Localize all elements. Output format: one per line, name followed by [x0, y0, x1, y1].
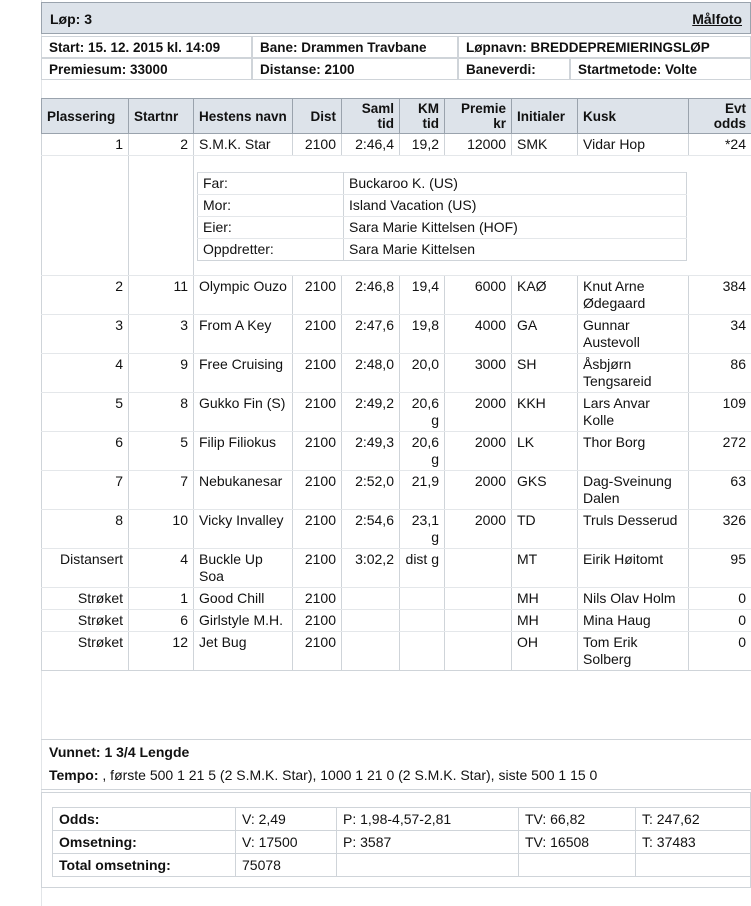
cell-placement: 3	[42, 315, 129, 354]
odds-cell-win: 75078	[236, 854, 337, 877]
cell-start-number: 1	[129, 588, 194, 610]
odds-cell-win: V: 17500	[236, 831, 337, 854]
cell-km-time	[400, 610, 445, 632]
cell-horse-name: Jet Bug	[194, 632, 293, 671]
cell-distance: 2100	[293, 432, 342, 471]
start-info: Start: 15. 12. 2015 kl. 14:09	[41, 36, 252, 58]
photo-finish-link[interactable]: Målfoto	[692, 11, 742, 27]
cell-horse-name: Filip Filiokus	[194, 432, 293, 471]
table-row	[42, 432, 751, 471]
cell-initials: MH	[512, 588, 578, 610]
cell-km-time: 20,6 g	[400, 432, 445, 471]
odds-cell-place: P: 1,98-4,57-2,81	[337, 808, 519, 831]
cell-distance: 2100	[293, 315, 342, 354]
prize-sum-info: Premiesum: 33000	[41, 58, 252, 80]
col-header-driver: Kusk	[578, 99, 689, 134]
table-row	[42, 588, 751, 610]
cell-distance: 2100	[293, 588, 342, 610]
odds-cell-odds-label: Odds:	[53, 808, 236, 831]
owner-label: Eier:	[198, 217, 344, 239]
cell-driver: Nils Olav Holm	[578, 588, 689, 610]
col-header-placement: Plassering	[42, 99, 129, 134]
cell-start-number: 7	[129, 471, 194, 510]
cell-driver: Mina Haug	[578, 610, 689, 632]
cell-prize: 12000	[445, 134, 512, 156]
tempo-text: , første 500 1 21 5 (2 S.M.K. Star), 1000 1 21 0 (2 S.M.K. Star), siste 500 1 15 0	[98, 767, 598, 783]
cell-distance: 2100	[293, 134, 342, 156]
col-header-startnr: Startnr	[129, 99, 194, 134]
col-header-dist: Dist	[293, 99, 342, 134]
cell-prize: 2000	[445, 393, 512, 432]
cell-total-time	[342, 588, 400, 610]
race-title: Løp: 3	[50, 11, 92, 27]
cell-initials: OH	[512, 632, 578, 671]
cell-km-time: 19,4	[400, 276, 445, 315]
odds-section	[41, 792, 751, 888]
col-header-prize: Premie kr	[445, 99, 512, 134]
odds-cell-dual	[519, 854, 636, 877]
cell-horse-name: From A Key	[194, 315, 293, 354]
cell-driver: Truls Desserud	[578, 510, 689, 549]
cell-driver: Thor Borg	[578, 432, 689, 471]
cell-placement: 4	[42, 354, 129, 393]
pedigree-row	[42, 156, 751, 276]
table-row	[42, 610, 751, 632]
cell-total-time	[342, 632, 400, 671]
cell-prize	[445, 610, 512, 632]
start-method-info: Startmetode: Volte	[570, 58, 751, 80]
cell-km-time: 20,0	[400, 354, 445, 393]
cell-distance: 2100	[293, 393, 342, 432]
divider	[41, 739, 751, 740]
col-header-odds: Evt odds	[689, 99, 751, 134]
pedigree-cell	[194, 156, 751, 276]
cell-odds: *24	[689, 134, 751, 156]
odds-row	[53, 831, 751, 854]
breeder-value: Sara Marie Kittelsen	[344, 239, 687, 261]
cell-odds: 0	[689, 610, 751, 632]
cell-initials: KAØ	[512, 276, 578, 315]
table-row	[42, 393, 751, 432]
cell-placement: 5	[42, 393, 129, 432]
cell-horse-name: Nebukanesar	[194, 471, 293, 510]
cell-total-time	[342, 610, 400, 632]
col-header-km-time: KM tid	[400, 99, 445, 134]
cell-prize: 2000	[445, 432, 512, 471]
cell-initials: MH	[512, 610, 578, 632]
track-info: Bane: Drammen Travbane	[252, 36, 458, 58]
cell-km-time: 23,1 g	[400, 510, 445, 549]
cell-prize: 6000	[445, 276, 512, 315]
results-table	[41, 98, 751, 671]
cell-placement: 6	[42, 432, 129, 471]
cell-prize: 2000	[445, 510, 512, 549]
table-row	[42, 549, 751, 588]
cell-horse-name: Free Cruising	[194, 354, 293, 393]
cell-prize	[445, 549, 512, 588]
winning-margin: Vunnet: 1 3/4 Lengde	[49, 744, 190, 760]
cell-distance: 2100	[293, 276, 342, 315]
cell-initials: GKS	[512, 471, 578, 510]
odds-cell-place: P: 3587	[337, 831, 519, 854]
cell-start-number: 6	[129, 610, 194, 632]
odds-cell-dual: TV: 16508	[519, 831, 636, 854]
cell-total-time: 3:02,2	[342, 549, 400, 588]
cell-start-number: 5	[129, 432, 194, 471]
cell-prize	[445, 632, 512, 671]
cell-driver: Tom Erik Solberg	[578, 632, 689, 671]
cell-km-time: 21,9	[400, 471, 445, 510]
cell-initials: MT	[512, 549, 578, 588]
tempo-label: Tempo:	[49, 767, 99, 783]
table-row	[42, 134, 751, 156]
cell-distance: 2100	[293, 610, 342, 632]
cell-prize: 3000	[445, 354, 512, 393]
cell-driver: Åsbjørn Tengsareid	[578, 354, 689, 393]
cell-initials: LK	[512, 432, 578, 471]
odds-cell-win: V: 2,49	[236, 808, 337, 831]
cell-km-time	[400, 632, 445, 671]
cell-total-time: 2:48,0	[342, 354, 400, 393]
cell-odds: 272	[689, 432, 751, 471]
cell-placement: 8	[42, 510, 129, 549]
cell-distance: 2100	[293, 510, 342, 549]
odds-cell-trio	[636, 854, 751, 877]
cell-placement: Strøket	[42, 588, 129, 610]
cell-km-time	[400, 588, 445, 610]
cell-distance: 2100	[293, 632, 342, 671]
cell-distance: 2100	[293, 471, 342, 510]
cell-distance: 2100	[293, 354, 342, 393]
cell-odds: 86	[689, 354, 751, 393]
cell-total-time: 2:49,2	[342, 393, 400, 432]
dam-label: Mor:	[198, 195, 344, 217]
breeder-label: Oppdretter:	[198, 239, 344, 261]
cell-placement: 7	[42, 471, 129, 510]
cell-start-number: 2	[129, 134, 194, 156]
cell-start-number: 11	[129, 276, 194, 315]
cell-start-number: 12	[129, 632, 194, 671]
cell-km-time: 19,8	[400, 315, 445, 354]
race-info	[41, 36, 751, 83]
odds-cell-odds-label: Total omsetning:	[53, 854, 236, 877]
cell-km-time: dist g	[400, 549, 445, 588]
cell-driver: Eirik Høitomt	[578, 549, 689, 588]
table-row	[42, 510, 751, 549]
cell-placement: Distansert	[42, 549, 129, 588]
odds-row	[53, 808, 751, 831]
cell-start-number: 4	[129, 549, 194, 588]
cell-total-time: 2:54,6	[342, 510, 400, 549]
cell-horse-name: S.M.K. Star	[194, 134, 293, 156]
odds-cell-trio: T: 247,62	[636, 808, 751, 831]
sire-label: Far:	[198, 173, 344, 195]
empty-cell	[129, 156, 194, 276]
cell-driver: Knut Arne Ødegaard	[578, 276, 689, 315]
cell-odds: 384	[689, 276, 751, 315]
cell-start-number: 9	[129, 354, 194, 393]
cell-driver: Dag-Sveinung Dalen	[578, 471, 689, 510]
empty-cell	[42, 156, 129, 276]
tempo-line	[49, 767, 597, 783]
cell-km-time: 20,6 g	[400, 393, 445, 432]
cell-driver: Gunnar Austevoll	[578, 315, 689, 354]
cell-initials: KKH	[512, 393, 578, 432]
cell-horse-name: Buckle Up Soa	[194, 549, 293, 588]
cell-total-time: 2:46,4	[342, 134, 400, 156]
cell-prize	[445, 588, 512, 610]
race-name-info: Løpnavn: BREDDEPREMIERINGSLØP	[458, 36, 751, 58]
cell-placement: 2	[42, 276, 129, 315]
cell-total-time: 2:47,6	[342, 315, 400, 354]
cell-prize: 2000	[445, 471, 512, 510]
cell-horse-name: Vicky Invalley	[194, 510, 293, 549]
cell-total-time: 2:49,3	[342, 432, 400, 471]
col-header-total-time: Saml tid	[342, 99, 400, 134]
cell-start-number: 8	[129, 393, 194, 432]
cell-horse-name: Girlstyle M.H.	[194, 610, 293, 632]
distance-info: Distanse: 2100	[252, 58, 458, 80]
track-value-info: Baneverdi:	[458, 58, 570, 80]
cell-total-time: 2:52,0	[342, 471, 400, 510]
table-row	[42, 632, 751, 671]
odds-row	[53, 854, 751, 877]
results-header-row	[42, 99, 751, 134]
cell-odds: 0	[689, 588, 751, 610]
odds-table	[52, 807, 751, 877]
owner-value: Sara Marie Kittelsen (HOF)	[344, 217, 687, 239]
cell-odds: 95	[689, 549, 751, 588]
dam-value: Island Vacation (US)	[344, 195, 687, 217]
cell-initials: SH	[512, 354, 578, 393]
pedigree-table	[197, 172, 687, 261]
cell-horse-name: Gukko Fin (S)	[194, 393, 293, 432]
odds-cell-odds-label: Omsetning:	[53, 831, 236, 854]
cell-driver: Vidar Hop	[578, 134, 689, 156]
cell-start-number: 10	[129, 510, 194, 549]
cell-prize: 4000	[445, 315, 512, 354]
col-header-initials: Initialer	[512, 99, 578, 134]
race-header	[41, 2, 751, 34]
cell-horse-name: Good Chill	[194, 588, 293, 610]
cell-horse-name: Olympic Ouzo	[194, 276, 293, 315]
cell-odds: 109	[689, 393, 751, 432]
table-row	[42, 354, 751, 393]
cell-total-time: 2:46,8	[342, 276, 400, 315]
cell-placement: Strøket	[42, 632, 129, 671]
cell-start-number: 3	[129, 315, 194, 354]
cell-distance: 2100	[293, 549, 342, 588]
sire-value: Buckaroo K. (US)	[344, 173, 687, 195]
divider	[41, 789, 751, 790]
cell-placement: Strøket	[42, 610, 129, 632]
cell-driver: Lars Anvar Kolle	[578, 393, 689, 432]
cell-odds: 326	[689, 510, 751, 549]
cell-placement: 1	[42, 134, 129, 156]
cell-initials: TD	[512, 510, 578, 549]
odds-cell-dual: TV: 66,82	[519, 808, 636, 831]
table-row	[42, 276, 751, 315]
cell-initials: SMK	[512, 134, 578, 156]
cell-km-time: 19,2	[400, 134, 445, 156]
cell-odds: 63	[689, 471, 751, 510]
cell-odds: 0	[689, 632, 751, 671]
table-row	[42, 471, 751, 510]
table-row	[42, 315, 751, 354]
cell-initials: GA	[512, 315, 578, 354]
odds-cell-trio: T: 37483	[636, 831, 751, 854]
odds-cell-place	[337, 854, 519, 877]
col-header-horse: Hestens navn	[194, 99, 293, 134]
cell-odds: 34	[689, 315, 751, 354]
